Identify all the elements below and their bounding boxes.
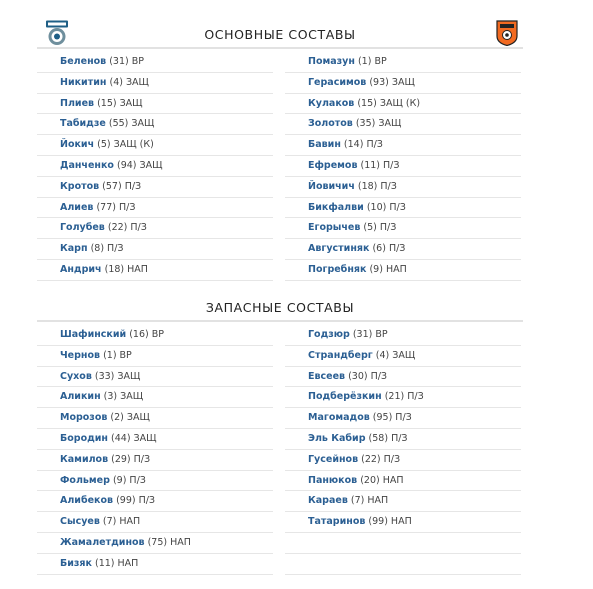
player-name-link[interactable]: Годзюр xyxy=(308,329,350,340)
player-name-link[interactable]: Фольмер xyxy=(60,474,110,486)
player-row xyxy=(285,346,521,367)
player-row xyxy=(37,450,273,471)
player-name-link[interactable]: Бизяк xyxy=(60,557,92,569)
player-name-link[interactable]: Ефремов xyxy=(308,159,358,171)
player-row xyxy=(37,218,273,239)
player-info: (18) НАП xyxy=(104,263,148,275)
player-info: (95) П/З xyxy=(372,412,412,424)
player-info: (21) П/З xyxy=(384,391,424,403)
player-name-link[interactable]: Карп xyxy=(60,243,88,255)
player-row xyxy=(285,156,521,177)
player-info: (5) П/З xyxy=(363,222,397,234)
player-name-link[interactable]: Йокич xyxy=(60,139,95,151)
player-info: (14) П/З xyxy=(343,139,383,151)
player-info: (6) П/З xyxy=(372,243,406,255)
player-info: (15) ЗАЩ (К) xyxy=(357,97,421,109)
player-name-link[interactable]: Кулаков xyxy=(308,97,355,109)
player-name-link[interactable]: Жамалетдинов xyxy=(60,536,145,548)
player-row xyxy=(37,491,273,512)
player-row xyxy=(285,450,521,471)
subs-away-list xyxy=(285,325,521,575)
player-row xyxy=(37,471,273,492)
player-row xyxy=(37,533,273,554)
player-row xyxy=(37,94,273,115)
player-row xyxy=(285,73,521,94)
player-name-link[interactable]: Эль Кабир xyxy=(308,432,366,444)
player-row xyxy=(37,325,273,346)
player-row xyxy=(37,198,273,219)
player-name-link[interactable]: Голубев xyxy=(60,222,105,234)
player-row xyxy=(37,429,273,450)
player-name-link[interactable]: Бородин xyxy=(60,432,108,444)
player-name-link[interactable]: Данченко xyxy=(60,159,114,171)
player-name-link[interactable]: Егорычев xyxy=(308,222,361,234)
player-name-link[interactable]: Подберёзкин xyxy=(308,391,382,403)
player-name-link[interactable]: Панюков xyxy=(308,474,358,486)
subs-lineups-title: ЗАПАСНЫЕ СОСТАВЫ xyxy=(205,300,355,315)
player-info: (4) ЗАЩ xyxy=(375,349,416,361)
player-name-link[interactable]: Табидзе xyxy=(60,118,106,130)
player-name-link[interactable]: Алибеков xyxy=(60,495,114,507)
empty-row xyxy=(285,533,521,554)
player-name-link[interactable]: Караев xyxy=(308,495,348,507)
player-row xyxy=(37,52,273,73)
player-info: (15) ЗАЩ xyxy=(97,97,143,109)
player-name-link[interactable]: Гусейнов xyxy=(308,453,359,465)
player-name-link[interactable]: Аликин xyxy=(60,391,101,403)
player-info: (30) П/З xyxy=(348,370,388,382)
divider xyxy=(37,320,523,322)
player-row xyxy=(285,114,521,135)
player-row xyxy=(285,177,521,198)
player-info: (31) ВР xyxy=(109,56,144,67)
player-row xyxy=(285,94,521,115)
player-row xyxy=(37,367,273,388)
player-row xyxy=(37,177,273,198)
player-info: (33) ЗАЩ xyxy=(94,370,141,382)
player-name-link[interactable]: Погребняк xyxy=(308,263,367,275)
player-name-link[interactable]: Шафинский xyxy=(60,329,127,340)
player-info: (29) П/З xyxy=(111,453,151,465)
player-info: (5) ЗАЩ (К) xyxy=(97,139,154,151)
player-row xyxy=(285,367,521,388)
player-row xyxy=(37,239,273,260)
player-info: (9) НАП xyxy=(369,263,407,275)
player-info: (55) ЗАЩ xyxy=(108,118,155,130)
player-name-link[interactable]: Никитин xyxy=(60,76,107,88)
main-lineups-title: ОСНОВНЫЕ СОСТАВЫ xyxy=(204,27,356,42)
player-info: (1) ВР xyxy=(357,56,387,67)
player-info: (8) П/З xyxy=(90,243,124,255)
player-name-link[interactable]: Августиняк xyxy=(308,243,370,255)
player-row xyxy=(285,429,521,450)
player-name-link[interactable]: Сысуев xyxy=(60,516,100,528)
player-name-link[interactable]: Магомадов xyxy=(308,412,370,424)
player-info: (35) ЗАЩ xyxy=(355,118,402,130)
player-row xyxy=(285,491,521,512)
player-row xyxy=(37,260,273,281)
player-name-link[interactable]: Бикфалви xyxy=(308,201,364,213)
player-info: (20) НАП xyxy=(360,474,404,486)
player-row xyxy=(37,346,273,367)
player-info: (57) П/З xyxy=(102,180,142,192)
player-info: (2) ЗАЩ xyxy=(110,412,150,424)
divider xyxy=(37,47,523,49)
player-row xyxy=(37,554,273,575)
player-info: (16) ВР xyxy=(129,329,164,340)
player-name-link[interactable]: Евсеев xyxy=(308,370,346,382)
player-name-link[interactable]: Морозов xyxy=(60,412,108,424)
player-row xyxy=(285,325,521,346)
player-row xyxy=(37,512,273,533)
player-info: (18) П/З xyxy=(357,180,397,192)
player-info: (11) НАП xyxy=(95,557,139,569)
player-name-link[interactable]: Андрич xyxy=(60,263,102,275)
player-info: (31) ВР xyxy=(352,329,388,340)
player-info: (99) П/З xyxy=(116,495,156,507)
player-row xyxy=(37,73,273,94)
player-name-link[interactable]: Чернов xyxy=(60,349,101,361)
player-info: (99) НАП xyxy=(368,516,412,528)
player-info: (77) П/З xyxy=(96,201,136,213)
player-row xyxy=(285,198,521,219)
player-name-link[interactable]: Йовичич xyxy=(308,180,355,192)
player-row xyxy=(285,52,521,73)
player-info: (9) П/З xyxy=(112,474,146,486)
player-name-link[interactable]: Страндберг xyxy=(308,349,373,361)
player-row xyxy=(37,387,273,408)
player-info: (75) НАП xyxy=(147,536,191,548)
player-name-link[interactable]: Бавин xyxy=(308,139,341,151)
player-info: (7) НАП xyxy=(350,495,389,507)
player-name-link[interactable]: Камилов xyxy=(60,453,109,465)
player-info: (7) НАП xyxy=(102,516,141,528)
player-info: (11) П/З xyxy=(360,159,400,171)
player-name-link[interactable]: Татаринов xyxy=(308,516,366,528)
player-row xyxy=(285,408,521,429)
player-name-link[interactable]: Беленов xyxy=(60,56,107,67)
player-row xyxy=(37,114,273,135)
player-row xyxy=(285,512,521,533)
player-info: (93) ЗАЩ xyxy=(369,76,415,88)
player-name-link[interactable]: Герасимов xyxy=(308,76,367,88)
player-name-link[interactable]: Кротов xyxy=(60,180,100,192)
subs-home-list xyxy=(37,325,273,575)
player-row xyxy=(285,135,521,156)
player-row xyxy=(285,471,521,492)
empty-row xyxy=(285,554,521,575)
player-info: (44) ЗАЩ xyxy=(111,432,157,444)
player-name-link[interactable]: Алиев xyxy=(60,201,94,213)
player-row xyxy=(37,156,273,177)
player-name-link[interactable]: Сухов xyxy=(60,370,92,382)
player-row xyxy=(285,260,521,281)
player-row xyxy=(37,135,273,156)
player-name-link[interactable]: Золотов xyxy=(308,118,353,130)
player-info: (1) ВР xyxy=(103,349,132,361)
player-name-link[interactable]: Помазун xyxy=(308,56,355,67)
main-away-list xyxy=(285,52,521,281)
player-info: (94) ЗАЩ xyxy=(116,159,163,171)
player-row xyxy=(285,239,521,260)
player-info: (3) ЗАЩ xyxy=(103,391,144,403)
main-home-list xyxy=(37,52,273,281)
player-info: (4) ЗАЩ xyxy=(109,76,149,88)
player-info: (22) П/З xyxy=(107,222,147,234)
player-row xyxy=(285,387,521,408)
player-info: (10) П/З xyxy=(366,201,406,213)
player-info: (58) П/З xyxy=(368,432,408,444)
player-row xyxy=(37,408,273,429)
player-info: (22) П/З xyxy=(361,453,401,465)
player-row xyxy=(285,218,521,239)
player-name-link[interactable]: Плиев xyxy=(60,97,95,109)
